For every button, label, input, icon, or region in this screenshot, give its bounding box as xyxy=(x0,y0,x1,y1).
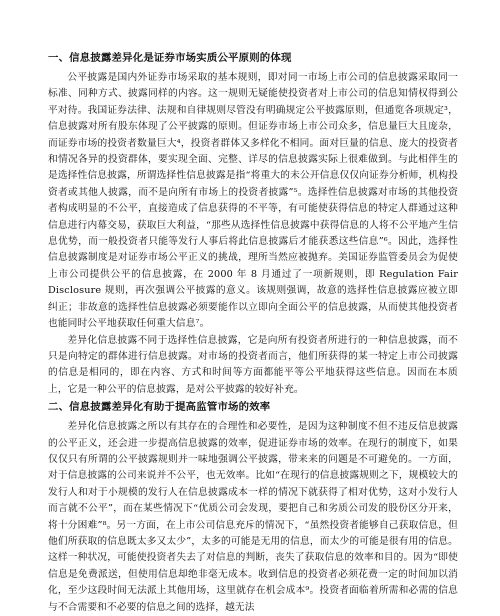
section-heading-2: 二、信息披露差异化有助于提高监管市场的效率 xyxy=(48,401,271,414)
section-1-paragraph-2: 差异化信息披露不同于选择性信息披露，它是向所有投资者所进行的一种信息披露，而不只是向特定的群体进行信息披露。对市场的投资者而言，他们所获得的某一特定上市公司披露的信息是相同的，即在内容、方式和时间等方面都能平等公平地获得这些信息。因而在本质上，它是一种公平的信息披露，是对公平披露的较好补充。 xyxy=(48,334,458,395)
section-heading-1: 一、信息披露差异化是证券市场实质公平原则的体现 xyxy=(48,52,292,64)
section-1-paragraph-1: 公平披露是国内外证券市场采取的基本规则，即对同一市场上市公司的信息披露采取同一标准、同种方式、披露同样的内容。这一规则无疑能使投资者对上市公司的信息知情权得到公平对待。我国证券法律、法规和自律规则尽管没有明确规定公平披露原则，但通览各项规定³，信息披露对所有股东体现了公平披露的原则。但证券市场上市公司众多，信息量巨大且庞杂，而证券市场的投资者数量巨大⁴，投资者群体又多样化不相同。面对巨量的信息、庞大的投资者和情况各异的投资群体，要实现全面、完整、详尽的信息披露实际上很难做到。与此相伴生的是选择性信息披露，所谓选择性信息披露是指“将重大的未公开信息仅仅向证券分析师，机构投资者或其他人披露，而不是向所有市场上的投资者披露”⁵。选择性信息披露对市场的其他投资者构成明显的不公平，直接造成了信息获得的不平等，有可能使获得信息的特定人群通过这种信息进行内幕交易，获取巨大利益，“那些从选择性信息披露中获得信息的人将不公平地产生信息优势，而一般投资者只能等发行人事后将此信息披露后才能获悉这些信息”⁶。因此，选择性信息披露制度是对证券市场公平正义的挑战，理所当然应被抛弃。美国证券监管委员会为促使上市公司提供公平的信息披露，在 2000 年 8 月通过了一项新规则，即 Regulation Fair Disclosure 规则，再次强调公平披露的意义。该规则强调，故意的选择性信息披露应被立即纠正；非故意的选择性信息披露必须要能作以立即向全面公平的信息披露，从而使其他投资者也能同时公平地获取任何重大信息⁷。 xyxy=(48,72,458,330)
section-2-paragraph-1: 差异化信息披露之所以有其存在的合理性和必要性，是因为这种制度不但不违反信息披露的公平正义，还会进一步提高信息披露的效率，促进证券市场的效率。在现行的制度下，如果仅仅只有所谓的公平披露规则并一味地强调公平披露，带来来的问题是不可避免的。一方面，对于信息披露的公司来说并不公平，也无效率。比如“在现行的信息披露规则之下，规模较大的发行人和对于小规模的发行人在信息披露成本一样的情况下就获得了相对优势，这对小发行人而言就不公平”，而在某些情况下“优质公司会发现，要把自己和劣质公司发的股份区分开来，将十分困难”⁸。另一方面，在上市公司信息充斥的情况下，“虽然投资者能够自己获取信息，但他们所获取的信息既太多又太少”，太多的可能是无用的信息，而太少的可能是很有用的信息。这样一种状况，可能使投资者失去了对信息的判断，丧失了获取信息的效率和目的。因为“即使信息是免费派送，但使用信息却绝非毫无成本。收到信息的投资者必须花费一定的时间加以消化，至少这段时间无法派上其他用场，这里就存在机会成本⁹。投资者面临着所需和必需的信息与不合需要和不必要的信息之间的选择，越无法 xyxy=(48,421,458,613)
